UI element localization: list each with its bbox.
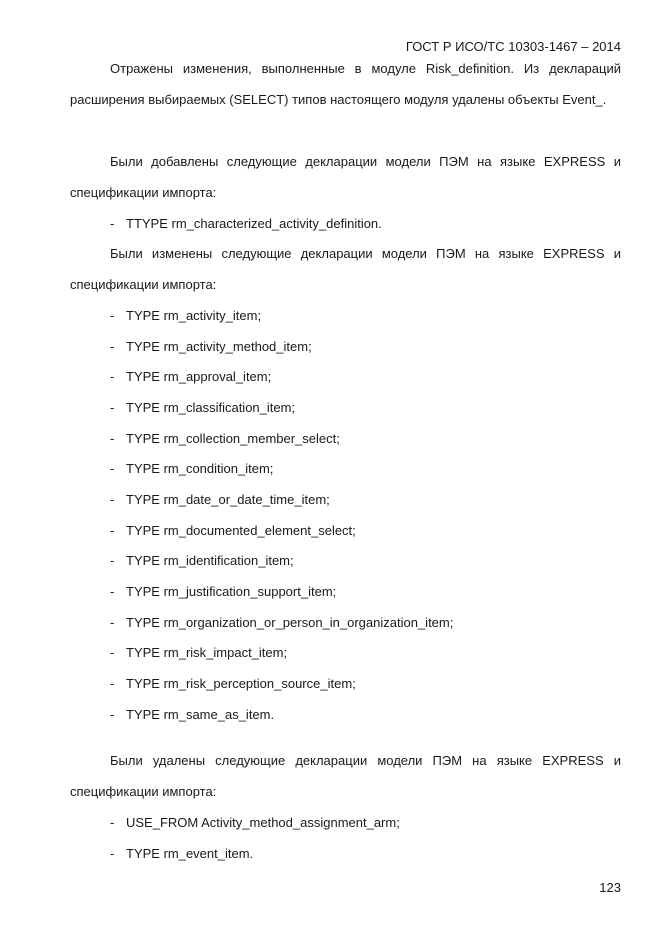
list-dash: - xyxy=(110,216,115,231)
standard-header: ГОСТ Р ИСО/ТС 10303-1467 – 2014 xyxy=(405,39,621,54)
page-number: 123 xyxy=(599,880,621,895)
list-dash: - xyxy=(110,815,115,830)
list-item xyxy=(110,461,273,476)
list-item-text: TTYPE rm_characterized_activity_definition. xyxy=(126,216,382,231)
list-item xyxy=(110,369,271,384)
list-dash: - xyxy=(110,461,115,476)
list-item xyxy=(110,815,400,830)
list-item-text: TYPE rm_classification_item; xyxy=(126,400,296,415)
list-item-text: TYPE rm_same_as_item. xyxy=(126,707,275,722)
paragraph-added-intro: Были добавлены следующие декларации модели ПЭМ на языке EXPRESS и спецификации импорта: xyxy=(70,154,621,200)
list-item-text: TYPE rm_approval_item; xyxy=(126,369,272,384)
list-item xyxy=(110,431,340,446)
list-item xyxy=(110,645,287,660)
list-item xyxy=(110,584,336,599)
paragraph-changes-intro: Отражены изменения, выполненные в модуле Risk_definition. Из деклараций расширения выбираемых (SELECT) типов настоящего модуля удалены объекты Event_. xyxy=(70,61,621,107)
list-item xyxy=(110,216,382,231)
list-item xyxy=(110,615,453,630)
list-item xyxy=(110,308,261,323)
list-dash: - xyxy=(110,615,115,630)
list-dash: - xyxy=(110,707,115,722)
list-item xyxy=(110,523,356,538)
list-dash: - xyxy=(110,431,115,446)
list-dash: - xyxy=(110,339,115,354)
list-item xyxy=(110,492,330,507)
list-dash: - xyxy=(110,400,115,415)
paragraph-changed-intro: Были изменены следующие декларации модели ПЭМ на языке EXPRESS и спецификации импорта: xyxy=(70,246,621,292)
list-item xyxy=(110,707,274,722)
list-item-text: TYPE rm_organization_or_person_in_organization_item; xyxy=(126,615,454,630)
paragraph-removed-intro: Были удалены следующие декларации модели ПЭМ на языке EXPRESS и спецификации импорта: xyxy=(70,753,621,799)
list-item-text: TYPE rm_condition_item; xyxy=(126,461,274,476)
list-item-text: TYPE rm_risk_impact_item; xyxy=(126,645,288,660)
list-item xyxy=(110,846,253,861)
list-dash: - xyxy=(110,553,115,568)
list-item-text: TYPE rm_activity_item; xyxy=(126,308,262,323)
list-dash: - xyxy=(110,584,115,599)
list-item-text: TYPE rm_event_item. xyxy=(126,846,254,861)
list-item-text: USE_FROM Activity_method_assignment_arm; xyxy=(126,815,400,830)
list-item-text: TYPE rm_justification_support_item; xyxy=(126,584,337,599)
list-item-text: TYPE rm_collection_member_select; xyxy=(126,431,340,446)
list-dash: - xyxy=(110,308,115,323)
list-item-text: TYPE rm_documented_element_select; xyxy=(126,523,356,538)
list-item xyxy=(110,676,356,691)
list-item xyxy=(110,400,295,415)
list-dash: - xyxy=(110,645,115,660)
list-dash: - xyxy=(110,523,115,538)
list-dash: - xyxy=(110,369,115,384)
list-item xyxy=(110,339,312,354)
list-item-text: TYPE rm_identification_item; xyxy=(126,553,294,568)
list-dash: - xyxy=(110,492,115,507)
list-item-text: TYPE rm_activity_method_item; xyxy=(126,339,312,354)
list-dash: - xyxy=(110,846,115,861)
list-item-text: TYPE rm_risk_perception_source_item; xyxy=(126,676,356,691)
list-dash: - xyxy=(110,676,115,691)
list-item xyxy=(110,553,294,568)
list-item-text: TYPE rm_date_or_date_time_item; xyxy=(126,492,330,507)
